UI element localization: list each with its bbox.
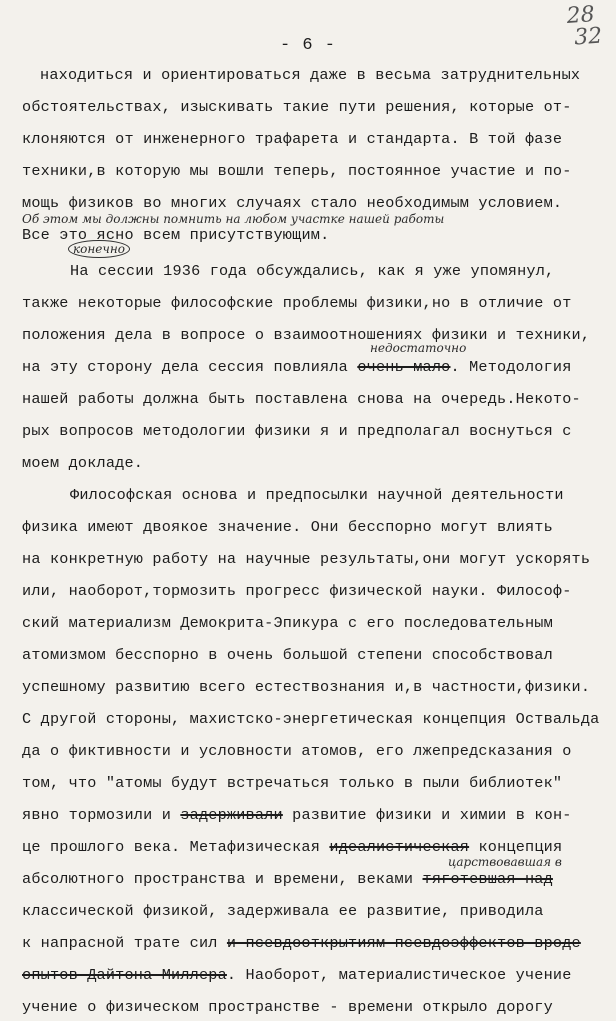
page-number: - 6 -: [279, 36, 336, 55]
para3-line-7: успешному развитию всего естествознания и,в частности,физики.: [22, 678, 591, 696]
struck-text: опытов Дайтона-Миллера: [22, 966, 227, 984]
para3-line-6: атомизмом бесспорно в очень большой степени способствовал: [22, 646, 553, 664]
para2-line-7: моем докладе.: [22, 454, 144, 472]
para3-line-11: явно тормозили и задерживали развитие физики и химии в кон-: [22, 806, 572, 824]
text-line-2: обстоятельствах, изыскивать такие пути решения, которые от-: [22, 98, 572, 116]
text-line-1: находиться и ориентироваться даже в весьма затруднительных: [40, 66, 581, 84]
handwritten-annotation-2: конечно: [68, 242, 130, 256]
para2-line-4: на эту сторону дела сессия повлияла очень мало. Методология: [22, 358, 572, 376]
para3-line-5: ский материализм Демокрита-Эпикура с его последовательным: [22, 614, 553, 632]
para3-line-1: Философская основа и предпосылки научной деятельности: [70, 486, 564, 504]
handwritten-annotation-1: Об этом мы должны помнить на любом участке нашей работы: [22, 212, 445, 226]
archive-number-top: 28: [565, 2, 596, 29]
para3-line-2: физика имеют двоякое значение. Они бесспорно могут влиять: [22, 518, 553, 536]
para3-line-13: абсолютного пространства и времени, веками тяготевшая над: [22, 870, 553, 888]
para2-line-1: На сессии 1936 года обсуждались, как я уже упомянул,: [70, 262, 555, 280]
para3-line-3: на конкретную работу на научные результаты,они могут ускорять: [22, 550, 591, 568]
para3-line-10: том, что "атомы будут встречаться только в пыли библиотек": [22, 774, 563, 792]
para2-line-6: рых вопросов методологии физики я и предполагал воснуться с: [22, 422, 572, 440]
struck-text: задерживали: [180, 806, 283, 824]
archive-number-bottom: 32: [573, 23, 604, 51]
para3-line-9: да о фиктивности и условности атомов, его лжепредсказания о: [22, 742, 572, 760]
text-line-3: клоняются от инженерного трафарета и стандарта. В той фазе: [22, 130, 563, 148]
text-line-4: техники,в которую мы вошли теперь, постоянное участие и по-: [22, 162, 572, 180]
handwritten-annotation-3: недостаточно: [370, 341, 467, 355]
text-line-6-a: Все это: [22, 226, 88, 244]
handwritten-annotation-4: царствовавшая в: [448, 855, 562, 869]
text-line-6-b: ясно всем присутствующим.: [96, 226, 330, 244]
struck-text: идеалистическая: [329, 838, 470, 856]
para3-line-16: опытов Дайтона-Миллера. Наоборот, материалистическое учение: [22, 966, 572, 984]
struck-text: тяготевшая над: [422, 870, 553, 888]
para3-line-14: классической физикой, задерживала ее развитие, приводила: [22, 902, 544, 920]
para3-line-4: или, наоборот,тормозить прогресс физической науки. Философ-: [22, 582, 572, 600]
para3-line-17: учение о физическом пространстве - времени открыло дорогу: [22, 998, 553, 1016]
archive-number: [566, 4, 603, 50]
para3-line-12: це прошлого века. Метафизическая идеалистическая концепция: [22, 838, 563, 856]
para2-line-3: положения дела в вопросе о взаимоотношениях физики и техники,: [22, 326, 591, 344]
para3-line-8: С другой стороны, махистско-энергетическая концепция Оствальда: [22, 710, 600, 728]
para2-line-5: нашей работы должна быть поставлена снова на очередь.Некото-: [22, 390, 581, 408]
struck-text: и псевдооткрытиям псевдоэффектов вроде: [226, 934, 581, 952]
struck-text: очень мало: [357, 358, 451, 376]
para2-line-2: также некоторые философские проблемы физики,но в отличие от: [22, 294, 572, 312]
para3-line-15: к напрасной трате сил и псевдооткрытиям псевдоэффектов вроде: [22, 934, 581, 952]
text-line-5: мощь физиков во многих случаях стало необходимым условием.: [22, 194, 563, 212]
